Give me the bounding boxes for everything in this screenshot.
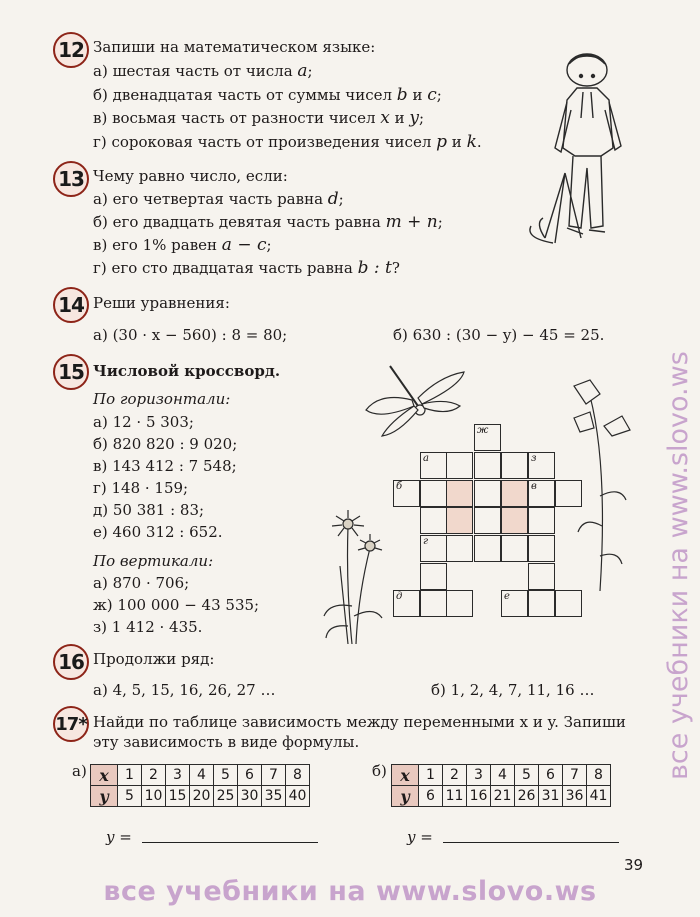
crossword-cell[interactable]: [420, 507, 447, 534]
problem-13-c: в) его 1% равен a − c;: [93, 235, 272, 255]
crossword-cell[interactable]: [446, 535, 473, 562]
daisies-illustration: [318, 506, 388, 646]
crossword-cell[interactable]: в: [528, 480, 555, 507]
table-cell: 40: [286, 786, 310, 807]
crossword-cell[interactable]: [528, 535, 555, 562]
crossword-cell[interactable]: а: [420, 452, 447, 479]
problem-number-12: 12: [53, 32, 89, 68]
table-cell: 4: [491, 765, 515, 786]
crossword-cell[interactable]: б: [393, 480, 420, 507]
problem-number-16: 16: [53, 644, 89, 680]
horizontal-clue: в) 143 412 : 7 548;: [93, 457, 237, 475]
x-header: x: [91, 765, 118, 786]
table-cell: 5: [515, 765, 539, 786]
problem-12-a: а) шестая часть от числа a;: [93, 61, 313, 81]
problem-14-equation-b: б) 630 : (30 − y) − 45 = 25.: [393, 326, 605, 344]
table-cell: 16: [467, 786, 491, 807]
crossword-cell[interactable]: [501, 480, 528, 507]
problem-number-15: 15: [53, 354, 89, 390]
table-cell: 1: [419, 765, 443, 786]
crossword-cell[interactable]: [420, 563, 447, 590]
table-cell: 41: [587, 786, 611, 807]
crossword-cell[interactable]: з: [528, 452, 555, 479]
crossword-cell[interactable]: [474, 480, 501, 507]
table-row: [392, 765, 611, 786]
crossword-cell[interactable]: [446, 507, 473, 534]
y-header: y: [91, 786, 118, 807]
problem-13-title: Чему равно число, если:: [93, 167, 288, 185]
y-header: y: [392, 786, 419, 807]
crossword-cell[interactable]: д: [393, 590, 420, 617]
answer-b-label: y =: [407, 828, 433, 846]
crossword-cell[interactable]: [528, 590, 555, 617]
crossword-cell[interactable]: [474, 507, 501, 534]
problem-16-series-b: б) 1, 2, 4, 7, 11, 16 …: [431, 681, 595, 699]
table-cell: 6: [238, 765, 262, 786]
bellflower-illustration: [560, 376, 635, 596]
table-row: [91, 765, 310, 786]
table-cell: 8: [286, 765, 310, 786]
table-a: [90, 764, 310, 807]
problem-number-17: 17*: [53, 706, 89, 742]
table-cell: 26: [515, 786, 539, 807]
dragonfly-illustration: [360, 362, 470, 442]
table-cell: 36: [563, 786, 587, 807]
answer-b-line[interactable]: [443, 842, 619, 843]
problem-15-title: Числовой кроссворд.: [93, 362, 281, 380]
table-cell: 3: [166, 765, 190, 786]
crossword-cell[interactable]: [420, 590, 447, 617]
horizontal-clue: е) 460 312 : 652.: [93, 523, 223, 541]
horizontal-clue: г) 148 · 159;: [93, 479, 189, 497]
problem-number-14: 14: [53, 287, 89, 323]
problem-13-a: а) его четвертая часть равна d;: [93, 189, 344, 209]
crossword-cell[interactable]: [446, 480, 473, 507]
table-cell: 31: [539, 786, 563, 807]
table-cell: 21: [491, 786, 515, 807]
watermark-bottom: все учебники на www.slovo.ws: [103, 876, 597, 907]
crossword-cell[interactable]: [474, 452, 501, 479]
table-cell: 30: [238, 786, 262, 807]
problem-12-title: Запиши на математическом языке:: [93, 38, 376, 56]
answer-a-line[interactable]: [142, 842, 318, 843]
crossword-cell[interactable]: [528, 507, 555, 534]
crossword-cell[interactable]: [501, 535, 528, 562]
table-cell: 3: [467, 765, 491, 786]
table-cell: 4: [190, 765, 214, 786]
table-cell: 7: [262, 765, 286, 786]
crossword-cell[interactable]: [528, 563, 555, 590]
crossword-cell[interactable]: [446, 452, 473, 479]
table-cell: 25: [214, 786, 238, 807]
table-cell: 6: [539, 765, 563, 786]
crossword-cell[interactable]: [474, 535, 501, 562]
table-cell: 15: [166, 786, 190, 807]
table-cell: 20: [190, 786, 214, 807]
table-cell: 1: [118, 765, 142, 786]
horizontal-clue: д) 50 381 : 83;: [93, 501, 205, 519]
crossword-cell[interactable]: г: [420, 535, 447, 562]
table-cell: 6: [419, 786, 443, 807]
vertical-clue: ж) 100 000 − 43 535;: [93, 596, 260, 614]
problem-12-c: в) восьмая часть от разности чисел x и y;: [93, 108, 425, 128]
horizontal-clue: а) 12 · 5 303;: [93, 413, 194, 431]
horizontal-clue: б) 820 820 : 9 020;: [93, 435, 238, 453]
table-row: [91, 786, 310, 807]
problem-17-title-line2: эту зависимость в виде формулы.: [93, 733, 360, 751]
horizontal-clues-title: По горизонтали:: [93, 390, 231, 408]
table-a-label: а): [72, 762, 87, 780]
table-cell: 2: [443, 765, 467, 786]
problem-16-title: Продолжи ряд:: [93, 650, 215, 668]
problem-12-d: г) сороковая часть от произведения чисел p и k.: [93, 132, 482, 152]
problem-16-series-a: а) 4, 5, 15, 16, 26, 27 …: [93, 681, 276, 699]
crossword-cell[interactable]: [420, 480, 447, 507]
table-cell: 2: [142, 765, 166, 786]
problem-14-title: Реши уравнения:: [93, 294, 230, 312]
answer-a-label: y =: [106, 828, 132, 846]
problem-13-d: г) его сто двадцатая часть равна b : t?: [93, 258, 400, 278]
vertical-clues-title: По вертикали:: [93, 552, 214, 570]
table-b-label: б): [372, 762, 387, 780]
crossword-cell[interactable]: [501, 452, 528, 479]
table-cell: 10: [142, 786, 166, 807]
vertical-clue: а) 870 · 706;: [93, 574, 190, 592]
table-cell: 7: [563, 765, 587, 786]
problem-17-title-line1: Найди по таблице зависимость между переменными x и y. Запиши: [93, 713, 626, 731]
page-number: 39: [624, 856, 644, 874]
girl-with-umbrella-illustration: [525, 38, 640, 253]
table-cell: 8: [587, 765, 611, 786]
problem-13-b: б) его двадцать девятая часть равна m + n;: [93, 212, 443, 232]
crossword-cell[interactable]: е: [501, 590, 528, 617]
problem-14-equation-a: а) (30 · x − 560) : 8 = 80;: [93, 326, 288, 344]
crossword-cell[interactable]: [446, 590, 473, 617]
problem-number-13: 13: [53, 161, 89, 197]
x-header: x: [392, 765, 419, 786]
table-cell: 5: [118, 786, 142, 807]
table-cell: 11: [443, 786, 467, 807]
crossword-cell[interactable]: ж: [474, 424, 501, 451]
problem-12-b: б) двенадцатая часть от суммы чисел b и c;: [93, 85, 442, 105]
table-row: [392, 786, 611, 807]
table-cell: 35: [262, 786, 286, 807]
vertical-clue: з) 1 412 · 435.: [93, 618, 203, 636]
table-cell: 5: [214, 765, 238, 786]
table-b: [391, 764, 611, 807]
crossword-cell[interactable]: [501, 507, 528, 534]
